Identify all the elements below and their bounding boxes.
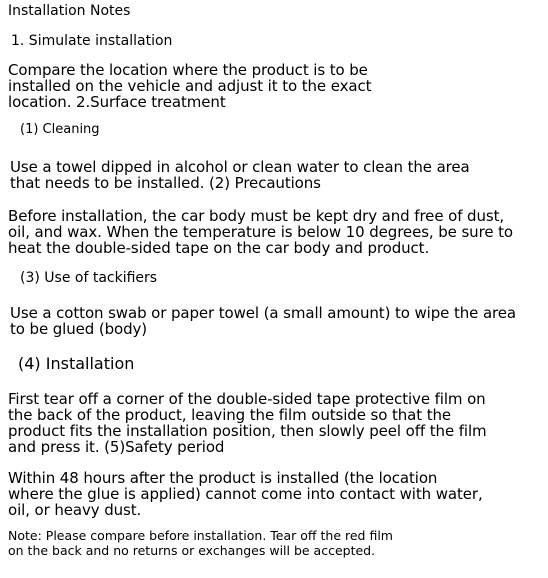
section-heading-cleaning: (1) Cleaning — [20, 122, 100, 137]
paragraph-line: Compare the location where the product is to be — [8, 61, 368, 79]
paragraph-line: product fits the installation position, then slowly peel off the film — [8, 422, 487, 440]
paragraph-line: First tear off a corner of the double-sided tape protective film on — [8, 390, 486, 408]
paragraph-line: heat the double-sided tape on the car body and product. — [8, 239, 430, 257]
paragraph-line: Use a cotton swab or paper towel (a small amount) to wipe the area — [10, 304, 517, 322]
section-heading-installation: (4) Installation — [18, 354, 135, 373]
paragraph-line: oil, or heavy dust. — [8, 501, 142, 519]
paragraph-line: to be glued (body) — [10, 320, 148, 338]
paragraph-line: Use a towel dipped in alcohol or clean water to clean the area — [10, 158, 470, 176]
note-line: Note: Please compare before installation. Tear off the red film — [8, 528, 393, 543]
paragraph-line: installed on the vehicle and adjust it to the exact — [8, 77, 372, 95]
paragraph-line: and press it. (5)Safety period — [8, 438, 225, 456]
note-line: on the back and no returns or exchanges will be accepted. — [8, 543, 376, 558]
paragraph-line: where the glue is applied) cannot come into contact with water, — [8, 485, 483, 503]
page-title: Installation Notes — [8, 3, 131, 19]
paragraph-line: the back of the product, leaving the film outside so that the — [8, 406, 452, 424]
section-heading-tackifiers: (3) Use of tackifiers — [20, 270, 158, 286]
section-heading-simulate: 1. Simulate installation — [11, 33, 173, 49]
paragraph-line: location. 2.Surface treatment — [8, 93, 226, 111]
paragraph-line: that needs to be installed. (2) Precautions — [10, 174, 321, 192]
paragraph-line: oil, and wax. When the temperature is below 10 degrees, be sure to — [8, 223, 513, 241]
paragraph-line: Before installation, the car body must be kept dry and free of dust, — [8, 207, 505, 225]
paragraph-line: Within 48 hours after the product is installed (the location — [8, 469, 438, 487]
